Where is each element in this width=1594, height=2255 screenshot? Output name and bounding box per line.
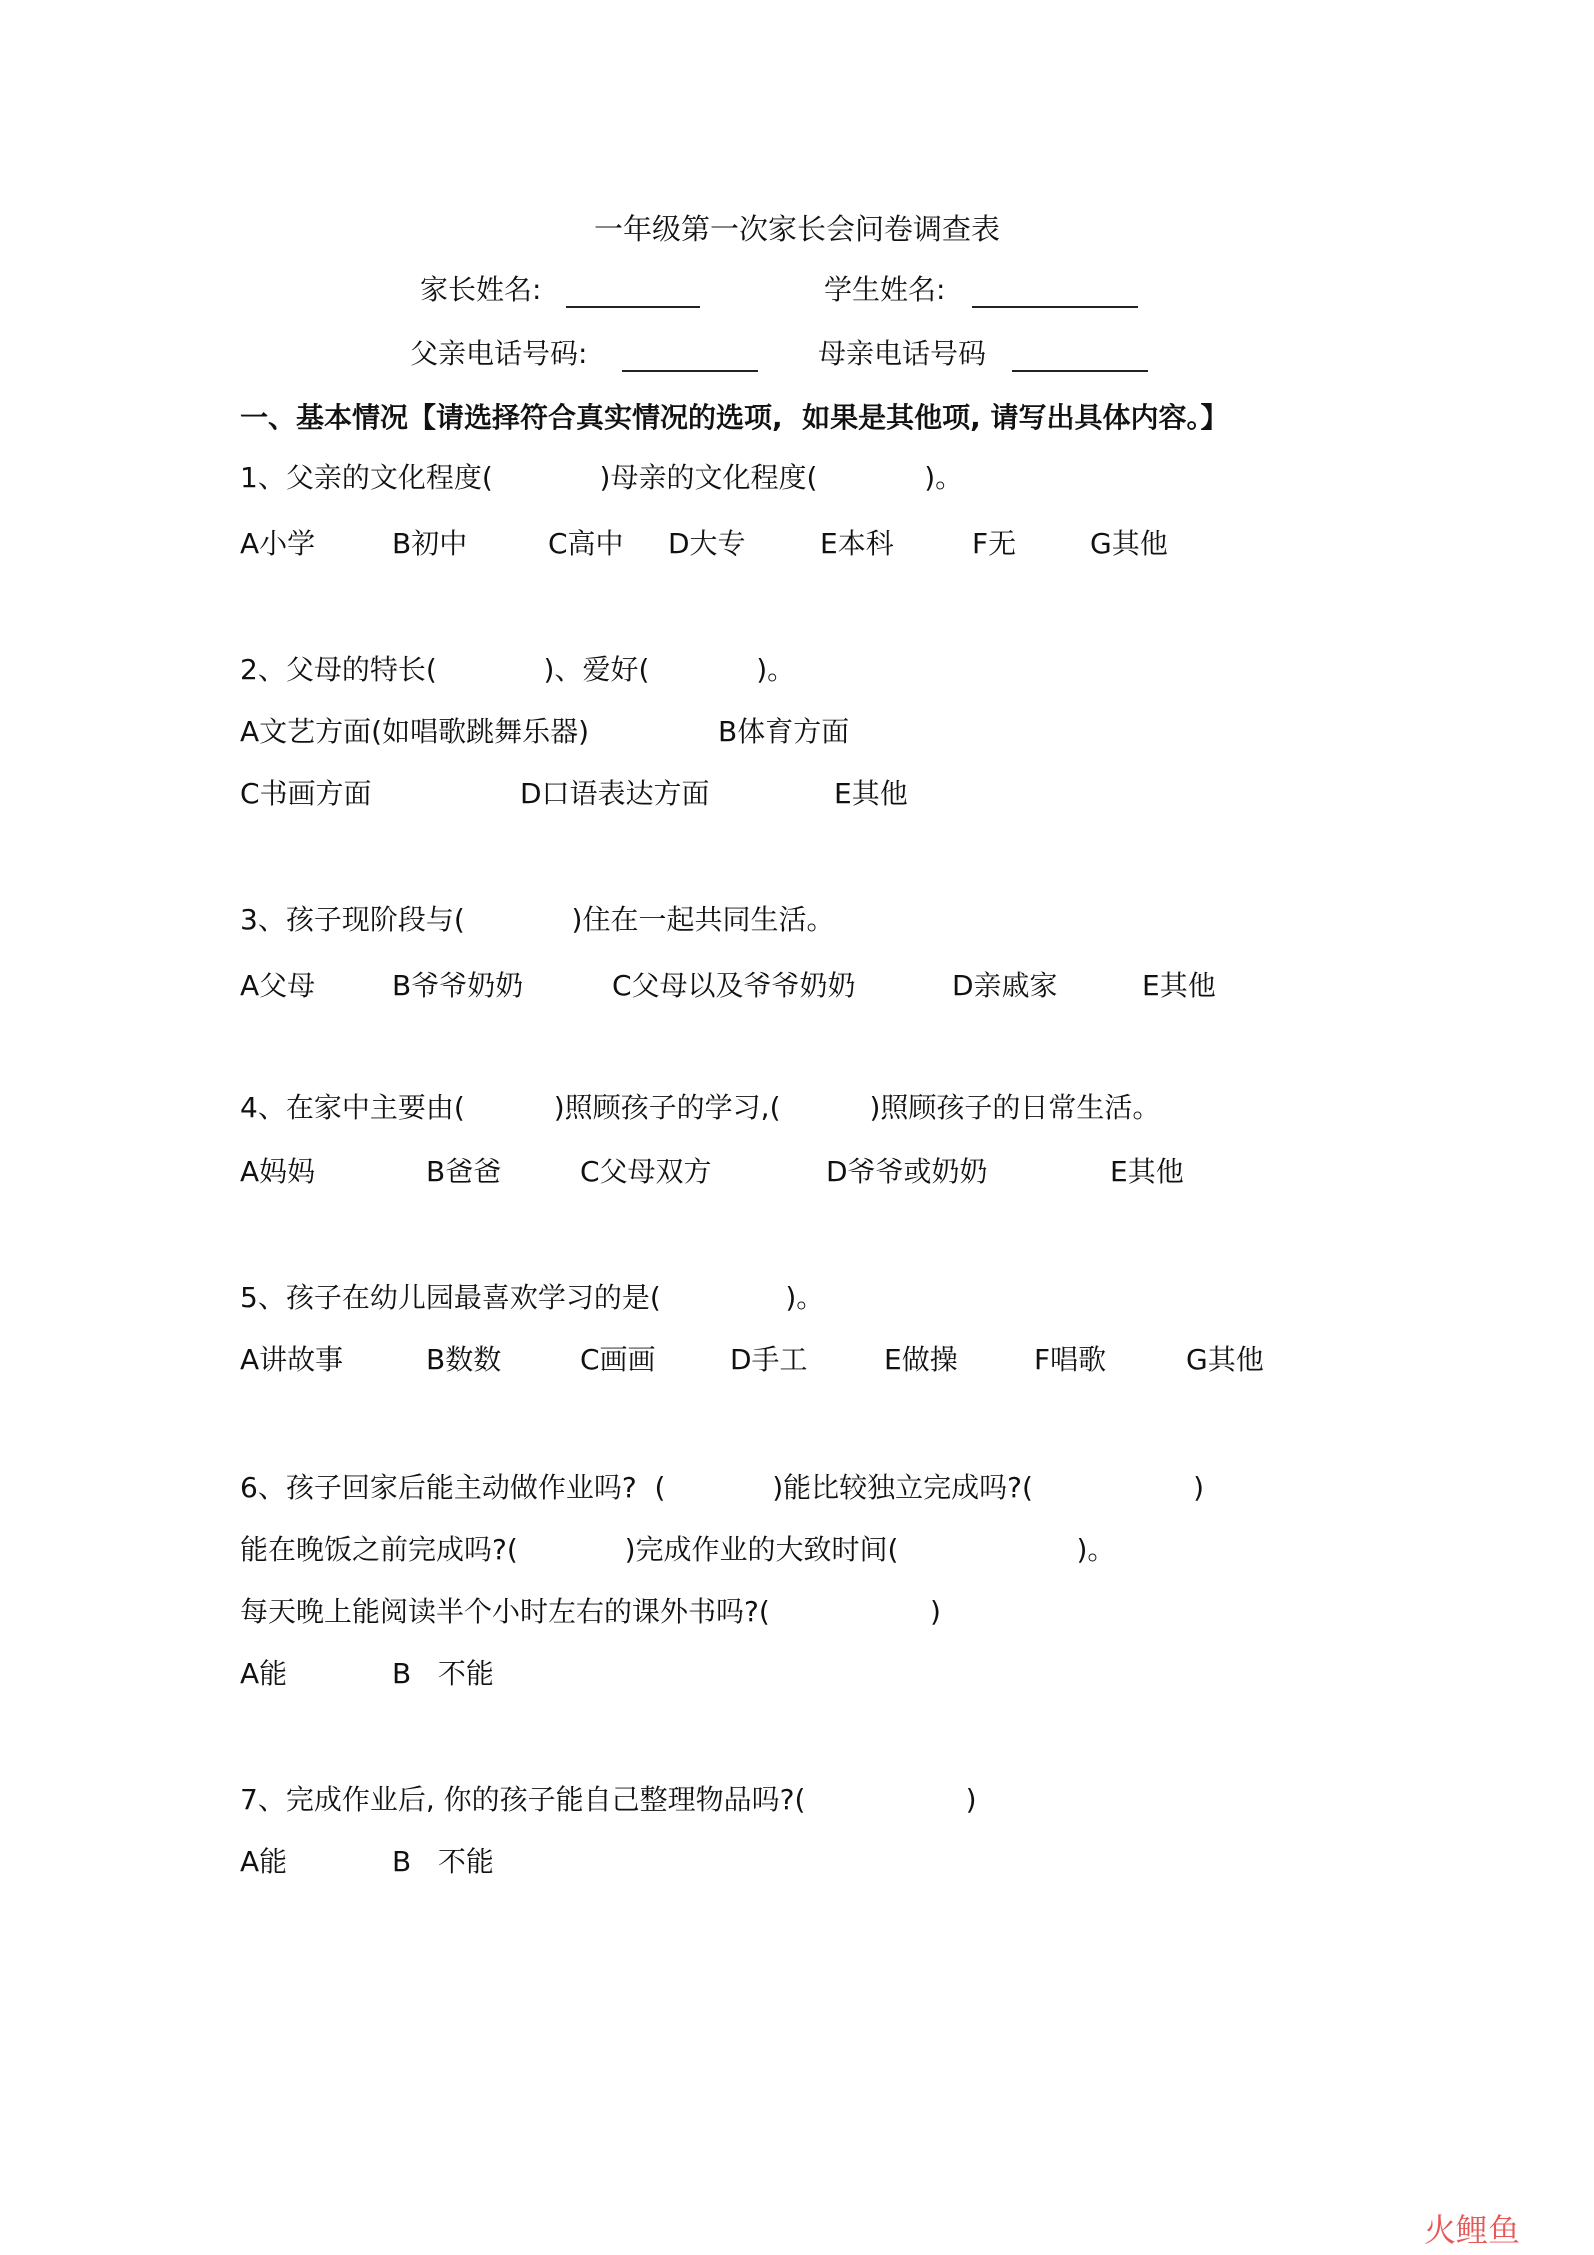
q6-option-b[interactable]: B 不能	[392, 1657, 494, 1690]
question-2: 2、父母的特长( )、爱好( )。	[240, 653, 796, 686]
question-3: 3、孩子现阶段与( )住在一起共同生活。	[240, 903, 835, 936]
q6-option-a[interactable]: A能	[240, 1657, 288, 1690]
q1-option-c[interactable]: C高中	[548, 527, 624, 560]
question-6-line-2: 能在晚饭之前完成吗?( )完成作业的大致时间( )。	[240, 1533, 1116, 1566]
q7-option-a[interactable]: A能	[240, 1845, 288, 1878]
question-5: 5、孩子在幼儿园最喜欢学习的是( )。	[240, 1281, 825, 1314]
q3-option-c[interactable]: C父母以及爷爷奶奶	[612, 969, 856, 1002]
father-phone-label: 父亲电话号码:	[410, 337, 588, 370]
student-name-label: 学生姓名:	[824, 273, 946, 306]
q1-option-f[interactable]: F无	[972, 527, 1017, 560]
father-phone-field[interactable]	[622, 370, 758, 372]
q4-option-a[interactable]: A妈妈	[240, 1155, 316, 1188]
q1-option-b[interactable]: B初中	[392, 527, 468, 560]
q2-option-b[interactable]: B体育方面	[718, 715, 850, 748]
q3-option-a[interactable]: A父母	[240, 969, 316, 1002]
parent-name-field[interactable]	[566, 306, 700, 308]
mother-phone-label: 母亲电话号码	[818, 337, 987, 370]
q4-option-c[interactable]: C父母双方	[580, 1155, 712, 1188]
q5-option-b[interactable]: B数数	[426, 1343, 502, 1376]
q1-option-a[interactable]: A小学	[240, 527, 316, 560]
watermark-text: 火鲤鱼	[1424, 2211, 1521, 2249]
q4-option-e[interactable]: E其他	[1110, 1155, 1184, 1188]
mother-phone-field[interactable]	[1012, 370, 1148, 372]
q2-option-c[interactable]: C书画方面	[240, 777, 372, 810]
question-1: 1、父亲的文化程度( )母亲的文化程度( )。	[240, 461, 964, 494]
q5-option-g[interactable]: G其他	[1186, 1343, 1264, 1376]
q2-option-e[interactable]: E其他	[834, 777, 908, 810]
watermark-logo	[1424, 2209, 1574, 2249]
question-4: 4、在家中主要由( )照顾孩子的学习,( )照顾孩子的日常生活。	[240, 1091, 1161, 1124]
q5-option-f[interactable]: F唱歌	[1034, 1343, 1107, 1376]
q4-option-b[interactable]: B爸爸	[426, 1155, 502, 1188]
q3-option-d[interactable]: D亲戚家	[952, 969, 1058, 1002]
section-heading: 一、基本情况【请选择符合真实情况的选项, 如果是其他项, 请写出具体内容。】	[240, 401, 1229, 434]
q1-option-e[interactable]: E本科	[820, 527, 894, 560]
document-title: 一年级第一次家长会问卷调查表	[593, 212, 1000, 246]
question-6-line-3: 每天晚上能阅读半个小时左右的课外书吗?( )	[240, 1595, 941, 1628]
q5-option-d[interactable]: D手工	[730, 1343, 808, 1376]
q3-option-e[interactable]: E其他	[1142, 969, 1216, 1002]
q1-option-d[interactable]: D大专	[668, 527, 746, 560]
q2-option-a[interactable]: A文艺方面(如唱歌跳舞乐器)	[240, 715, 590, 748]
q5-option-e[interactable]: E做操	[884, 1343, 958, 1376]
parent-name-label: 家长姓名:	[420, 273, 542, 306]
question-7: 7、完成作业后, 你的孩子能自己整理物品吗?( )	[240, 1783, 977, 1816]
q1-option-g[interactable]: G其他	[1090, 527, 1168, 560]
q7-option-b[interactable]: B 不能	[392, 1845, 494, 1878]
q2-option-d[interactable]: D口语表达方面	[520, 777, 710, 810]
q5-option-c[interactable]: C画画	[580, 1343, 656, 1376]
q5-option-a[interactable]: A讲故事	[240, 1343, 344, 1376]
student-name-field[interactable]	[972, 306, 1138, 308]
question-6-line-1: 6、孩子回家后能主动做作业吗? ( )能比较独立完成吗?( )	[240, 1471, 1205, 1504]
q4-option-d[interactable]: D爷爷或奶奶	[826, 1155, 988, 1188]
q3-option-b[interactable]: B爷爷奶奶	[392, 969, 524, 1002]
